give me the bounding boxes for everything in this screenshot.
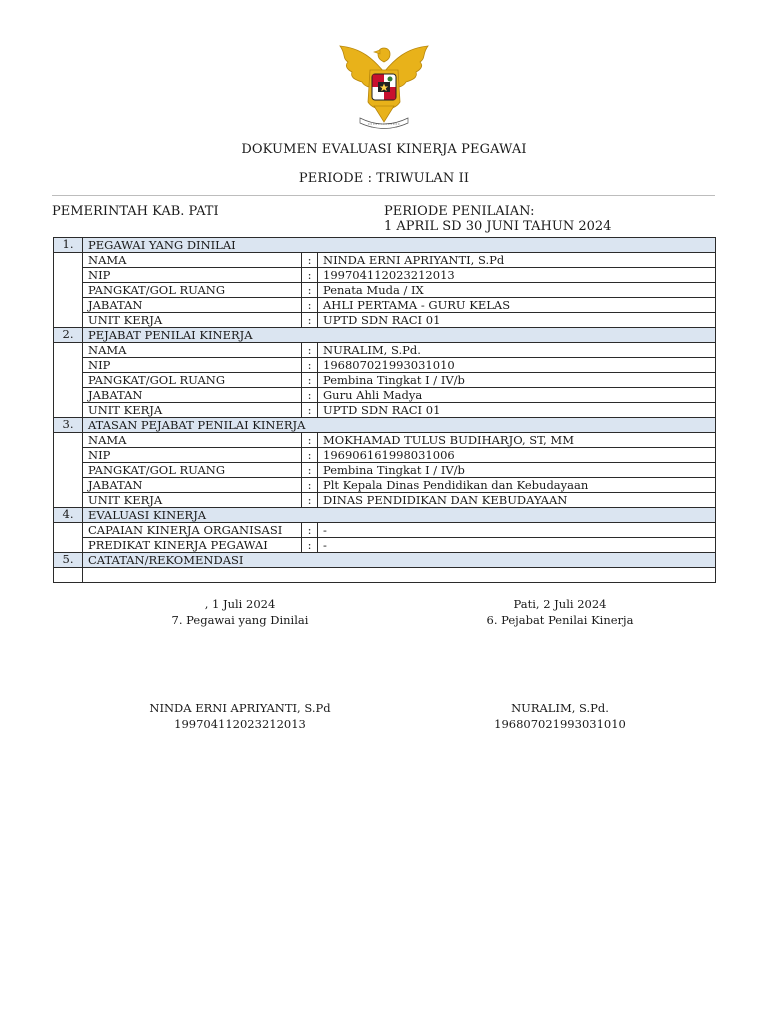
section-header bbox=[54, 238, 716, 253]
field-label: CAPAIAN KINERJA ORGANISASI bbox=[83, 523, 302, 538]
periode-penilaian-value: 1 APRIL SD 30 JUNI TAHUN 2024 bbox=[384, 219, 612, 234]
section-number-spacer bbox=[54, 343, 83, 418]
section-number: 2. bbox=[54, 328, 83, 343]
table-row bbox=[54, 283, 716, 298]
section-title: ATASAN PEJABAT PENILAI KINERJA bbox=[83, 418, 716, 433]
field-label: NIP bbox=[83, 448, 302, 463]
section-number: 5. bbox=[54, 553, 83, 568]
table-row bbox=[54, 433, 716, 448]
field-value: Pembina Tingkat I / IV/b bbox=[318, 463, 716, 478]
field-value: Guru Ahli Madya bbox=[318, 388, 716, 403]
field-value: UPTD SDN RACI 01 bbox=[318, 403, 716, 418]
table-row bbox=[54, 463, 716, 478]
signer-nip: 196807021993031010 bbox=[494, 717, 626, 731]
field-colon: : bbox=[302, 523, 318, 538]
section-title: PEGAWAI YANG DINILAI bbox=[83, 238, 716, 253]
field-label: PREDIKAT KINERJA PEGAWAI bbox=[83, 538, 302, 553]
table-row bbox=[54, 523, 716, 538]
field-label: JABATAN bbox=[83, 388, 302, 403]
recommendation-notes bbox=[83, 568, 716, 583]
document-title: DOKUMEN EVALUASI KINERJA PEGAWAI bbox=[241, 142, 527, 157]
section-header bbox=[54, 553, 716, 568]
government-name: PEMERINTAH KAB. PATI bbox=[52, 204, 219, 219]
table-row bbox=[54, 403, 716, 418]
field-label: UNIT KERJA bbox=[83, 313, 302, 328]
field-label: NAMA bbox=[83, 343, 302, 358]
table-row bbox=[54, 253, 716, 268]
section-title: PEJABAT PENILAI KINERJA bbox=[83, 328, 716, 343]
table-row bbox=[54, 373, 716, 388]
field-colon: : bbox=[302, 373, 318, 388]
field-colon: : bbox=[302, 313, 318, 328]
table-row bbox=[54, 478, 716, 493]
field-colon: : bbox=[302, 298, 318, 313]
field-value: NINDA ERNI APRIYANTI, S.Pd bbox=[318, 253, 716, 268]
section-number-spacer bbox=[54, 568, 83, 583]
field-value: DINAS PENDIDIKAN DAN KEBUDAYAAN bbox=[318, 493, 716, 508]
section-header bbox=[54, 418, 716, 433]
table-row bbox=[54, 358, 716, 373]
field-label: PANGKAT/GOL RUANG bbox=[83, 283, 302, 298]
table-row bbox=[54, 388, 716, 403]
signature-block-right bbox=[440, 596, 680, 628]
section-title: EVALUASI KINERJA bbox=[83, 508, 716, 523]
field-label: PANGKAT/GOL RUANG bbox=[83, 463, 302, 478]
field-label: JABATAN bbox=[83, 298, 302, 313]
field-colon: : bbox=[302, 403, 318, 418]
section-number: 3. bbox=[54, 418, 83, 433]
field-colon: : bbox=[302, 463, 318, 478]
field-label: NAMA bbox=[83, 253, 302, 268]
field-value: MOKHAMAD TULUS BUDIHARJO, ST, MM bbox=[318, 433, 716, 448]
signature-date: , 1 Juli 2024 bbox=[204, 597, 276, 611]
field-label: JABATAN bbox=[83, 478, 302, 493]
field-colon: : bbox=[302, 448, 318, 463]
field-colon: : bbox=[302, 478, 318, 493]
evaluation-table bbox=[53, 237, 716, 583]
field-colon: : bbox=[302, 538, 318, 553]
table-row bbox=[54, 313, 716, 328]
field-colon: : bbox=[302, 268, 318, 283]
signature-role: 6. Pejabat Penilai Kinerja bbox=[486, 613, 634, 627]
field-value: AHLI PERTAMA - GURU KELAS bbox=[318, 298, 716, 313]
signature-date: Pati, 2 Juli 2024 bbox=[513, 597, 607, 611]
header-divider bbox=[52, 195, 715, 196]
field-label: UNIT KERJA bbox=[83, 493, 302, 508]
table-row bbox=[54, 568, 716, 583]
section-number: 4. bbox=[54, 508, 83, 523]
section-header bbox=[54, 328, 716, 343]
signer-left bbox=[120, 700, 360, 732]
signer-name: NINDA ERNI APRIYANTI, S.Pd bbox=[149, 701, 331, 715]
section-number: 1. bbox=[54, 238, 83, 253]
section-number-spacer bbox=[54, 253, 83, 328]
field-colon: : bbox=[302, 433, 318, 448]
field-label: NAMA bbox=[83, 433, 302, 448]
field-colon: : bbox=[302, 388, 318, 403]
field-label: PANGKAT/GOL RUANG bbox=[83, 373, 302, 388]
section-number-spacer bbox=[54, 433, 83, 508]
section-number-spacer bbox=[54, 523, 83, 553]
field-colon: : bbox=[302, 358, 318, 373]
field-value: - bbox=[318, 523, 716, 538]
field-value: Penata Muda / IX bbox=[318, 283, 716, 298]
signature-block-left bbox=[120, 596, 360, 628]
periode-penilaian bbox=[384, 204, 611, 234]
table-row bbox=[54, 448, 716, 463]
table-row bbox=[54, 343, 716, 358]
table-row bbox=[54, 298, 716, 313]
field-label: NIP bbox=[83, 268, 302, 283]
signer-right bbox=[440, 700, 680, 732]
field-value: 196807021993031010 bbox=[318, 358, 716, 373]
signer-name: NURALIM, S.Pd. bbox=[511, 701, 609, 715]
field-value: - bbox=[318, 538, 716, 553]
table-row bbox=[54, 268, 716, 283]
field-colon: : bbox=[302, 253, 318, 268]
field-value: NURALIM, S.Pd. bbox=[318, 343, 716, 358]
field-colon: : bbox=[302, 283, 318, 298]
signer-nip: 199704112023212013 bbox=[174, 717, 306, 731]
field-colon: : bbox=[302, 493, 318, 508]
signature-role: 7. Pegawai yang Dinilai bbox=[171, 613, 309, 627]
document-periode: PERIODE : TRIWULAN II bbox=[298, 171, 470, 186]
section-header bbox=[54, 508, 716, 523]
field-colon: : bbox=[302, 343, 318, 358]
field-value: 196906161998031006 bbox=[318, 448, 716, 463]
field-label: NIP bbox=[83, 358, 302, 373]
garuda-pancasila-icon bbox=[334, 42, 434, 132]
field-label: UNIT KERJA bbox=[83, 403, 302, 418]
field-value: Plt Kepala Dinas Pendidikan dan Kebudayaan bbox=[318, 478, 716, 493]
table-row bbox=[54, 493, 716, 508]
periode-penilaian-label: PERIODE PENILAIAN: bbox=[384, 204, 535, 219]
table-row bbox=[54, 538, 716, 553]
section-title: CATATAN/REKOMENDASI bbox=[83, 553, 716, 568]
field-value: UPTD SDN RACI 01 bbox=[318, 313, 716, 328]
field-value: Pembina Tingkat I / IV/b bbox=[318, 373, 716, 388]
field-value: 199704112023212013 bbox=[318, 268, 716, 283]
